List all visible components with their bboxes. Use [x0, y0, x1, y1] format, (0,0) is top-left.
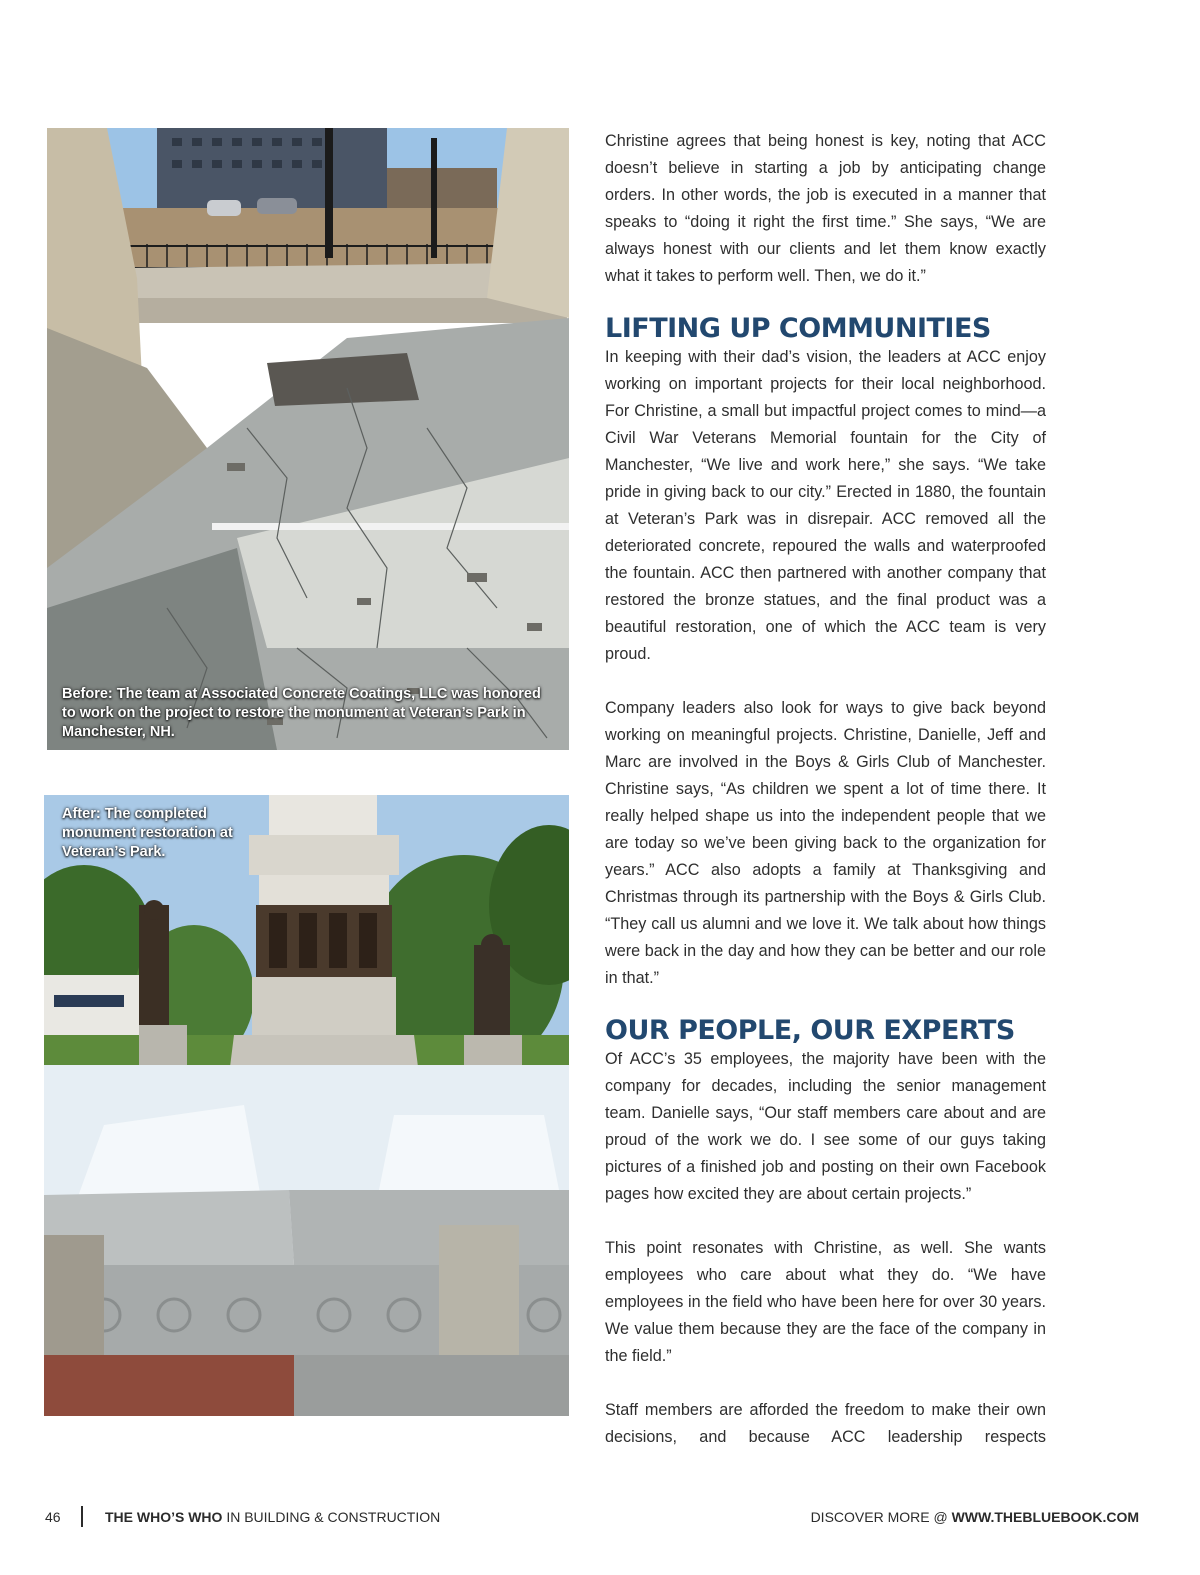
footer-divider	[81, 1506, 83, 1527]
website-link[interactable]: WWW.THEBLUEBOOK.COM	[951, 1509, 1139, 1525]
article-paragraph-2: In keeping with their dad’s vision, the leaders at ACC enjoy working on important projects for their local neighborhood. For Christine, a small but impactful project comes to mind—a Civil War Veterans Memorial fountain for the City of Manchester, “We live and work here,” she says. “We take pride in giving back to our city.” Erected in 1880, the fountain at Veteran’s Park was in disrepair. ACC removed all the deteriorated concrete, repoured the walls and waterproofed the fountain. ACC then partnered with another company that restored the bronze statues, and the final product was a beautiful restoration, one of which the ACC team is very proud.	[605, 348, 1046, 663]
article-paragraph-1: Christine agrees that being honest is key, noting that ACC doesn’t believe in starting a job by anticipating change orders. In other words, the job is executed in a manner that speaks to “doing it right the first time.” She says, “We are always honest with our clients and let them know exactly what it takes to perform well. Then, we do it.”	[605, 132, 1046, 285]
discover-prefix: DISCOVER MORE @	[810, 1509, 952, 1525]
before-photo	[47, 128, 569, 750]
publication-name-bold: THE WHO’S WHO	[105, 1509, 223, 1525]
after-photo-caption: After: The completed monument restoration at Veteran’s Park.	[62, 806, 233, 860]
after-photo	[44, 795, 569, 1416]
article-column	[605, 128, 1046, 1451]
page-footer	[45, 1505, 1139, 1529]
before-photo-caption: Before: The team at Associated Concrete Coatings, LLC was honored to work on the project to restore the monument at Veteran’s Park in Manchester, NH.	[62, 686, 541, 740]
article-paragraph-6: Staff members are afforded the freedom to make their own decisions, and because ACC leadership respects	[605, 1401, 1046, 1446]
article-paragraph-4: Of ACC’s 35 employees, the majority have been with the company for decades, including the senior management team. Danielle says, “Our staff members care about and are proud of the work we do. I see some of our guys taking pictures of a finished job and posting on their own Facebook pages how excited they are about certain projects.”	[605, 1050, 1046, 1203]
publication-name	[105, 1505, 440, 1529]
section-heading-lifting-up-communities: LIFTING UP COMMUNITIES	[605, 313, 991, 344]
page-number: 46	[45, 1509, 61, 1525]
section-heading-our-people: OUR PEOPLE, OUR EXPERTS	[605, 1015, 1015, 1046]
article-paragraph-3: Company leaders also look for ways to give back beyond working on meaningful projects. Christine, Danielle, Jeff and Marc are involved in the Boys & Girls Club of Manchester. Christine says, “As children we spent a lot of time there. It really helped shape us into the independent people that we are today so we’ve been giving back to the organization for years.” ACC also adopts a family at Thanksgiving and Christmas through its partnership with the Boys & Girls Club. “They call us alumni and we love it. We talk about how things were back in the day and how they can be better and our role in that.”	[605, 699, 1046, 987]
article-paragraph-5: This point resonates with Christine, as well. She wants employees who care about what they do. “We have employees in the field who have been here for over 30 years. We value them because they are the face of the company in the field.”	[605, 1239, 1046, 1365]
publication-name-rest: IN BUILDING & CONSTRUCTION	[222, 1509, 441, 1525]
discover-more	[811, 1505, 1139, 1529]
